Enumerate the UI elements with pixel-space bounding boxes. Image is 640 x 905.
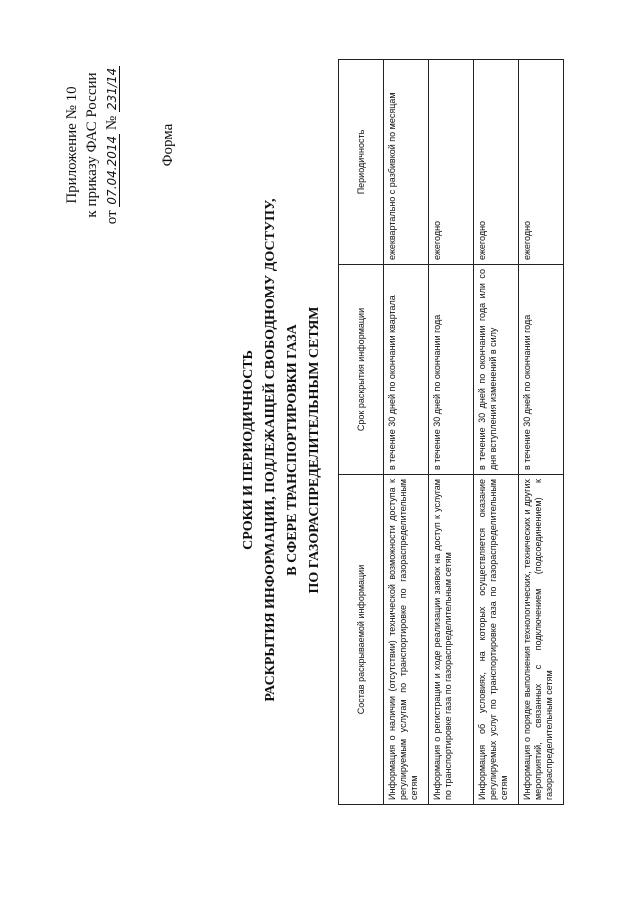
disclosure-table: [338, 59, 564, 805]
header-periodicity: Периодичность: [339, 60, 384, 265]
table-row: [519, 60, 564, 805]
title-line-1: СРОКИ И ПЕРИОДИЧНОСТЬ: [241, 350, 256, 550]
cell-deadline: в течение 30 дней по окончании года или со дня вступления изменений в силу: [474, 265, 519, 475]
cell-info: Информация о регистрации и ходе реализации заявок на доступ к услугам по транспортировке газа по газораспределительным сетям: [429, 475, 474, 805]
handwritten-date: 07.04.2014: [105, 135, 119, 205]
cell-period: ежеквартально с разбивкой по месяцам: [384, 60, 429, 265]
form-label: Форма: [160, 123, 176, 167]
cell-info: Информация об условиях, на которых осуществляется оказание регулируемых услуг по транспортировке газа по газораспределительным сетям: [474, 475, 519, 805]
table-header-row: [339, 60, 384, 805]
cell-period: ежегодно: [474, 60, 519, 265]
approval-block: [62, 50, 122, 240]
header-deadline: Срок раскрытия информации: [339, 265, 384, 475]
order-date-number: [102, 50, 122, 240]
handwritten-number: 231/14: [105, 67, 119, 111]
date-prefix: от: [104, 210, 120, 225]
table-row: [474, 60, 519, 805]
cell-deadline: в течение 30 дней по окончании года: [519, 265, 564, 475]
cell-deadline: в течение 30 дней по окончании года: [429, 265, 474, 475]
cell-deadline: в течение 30 дней по окончании квартала: [384, 265, 429, 475]
cell-period: ежегодно: [519, 60, 564, 265]
header-info-composition: Состав раскрываемой информации: [339, 475, 384, 805]
title-line-4: ПО ГАЗОРАСПРЕДЕЛИТЕЛЬНЫМ СЕТЯМ: [307, 306, 322, 594]
cell-period: ежегодно: [429, 60, 474, 265]
number-sign: №: [104, 115, 120, 131]
cell-info: Информация о наличии (отсутствии) технической возможности доступа к регулируемым услугам по транспортировке по газораспределительным сетям: [384, 475, 429, 805]
title-line-2: РАСКРЫТИЯ ИНФОРМАЦИИ, ПОДЛЕЖАЩЕЙ СВОБОДНОМУ ДОСТУПУ,: [263, 198, 278, 702]
table-row: [429, 60, 474, 805]
document-title: [238, 115, 326, 785]
title-line-3: В СФЕРЕ ТРАНСПОРТИРОВКИ ГАЗА: [285, 324, 300, 576]
order-reference: к приказу ФАС России: [84, 72, 100, 218]
table-row: [384, 60, 429, 805]
cell-info: Информация о порядке выполнения технологических, технических и других мероприятий, связанных с подключением (подсоединением) к газораспределительным сетям: [519, 475, 564, 805]
appendix-number: Приложение № 10: [64, 86, 80, 204]
